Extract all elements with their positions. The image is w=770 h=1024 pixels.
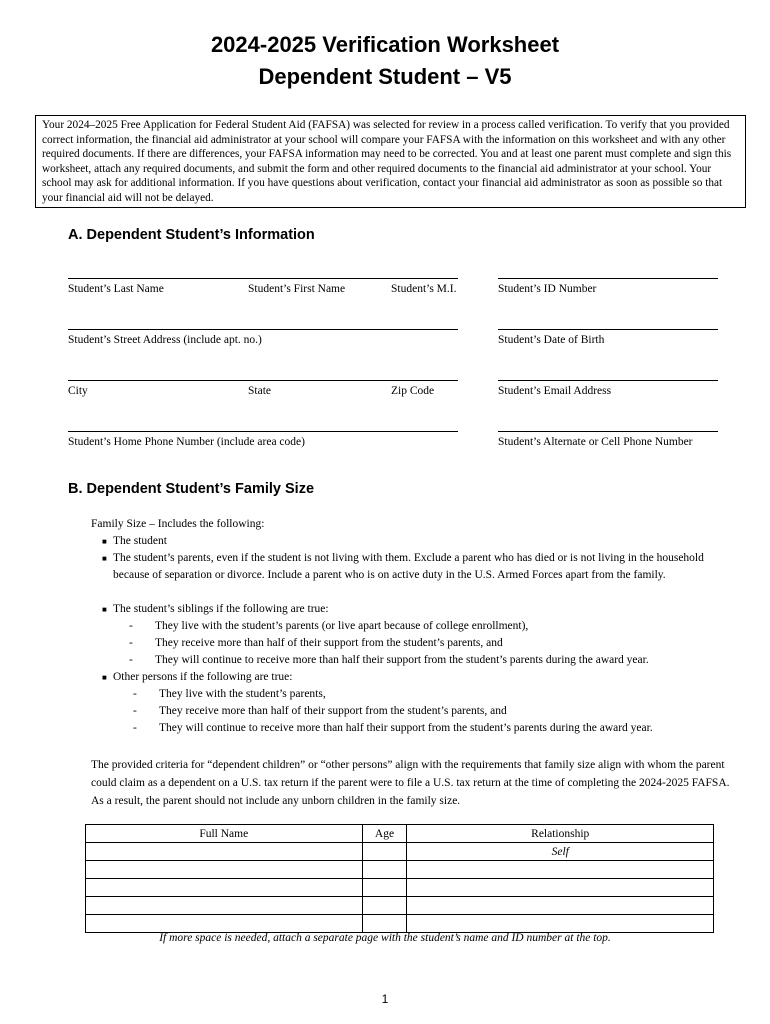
label-id-number: Student’s ID Number [498,283,597,295]
relationship-cell[interactable] [407,897,714,915]
bullet-others-text: Other persons if the following are true: [113,671,293,683]
label-mi: Student’s M.I. [391,283,457,295]
label-email: Student’s Email Address [498,385,612,397]
table-row [86,843,714,861]
section-b-heading: B. Dependent Student’s Family Size [68,481,315,497]
worksheet-title: 2024-2025 Verification Worksheet [210,32,560,57]
age-cell[interactable] [362,879,407,897]
table-row [86,897,714,915]
col-relationship-header: Relationship [407,825,714,843]
full-name-cell[interactable] [86,843,363,861]
criteria-paragraph: The provided criteria for “dependent children” or “other persons” align with the requirements that family size align with whom the parent could claim as a dependent on a U.S. tax return if the parent were to file a U.S. tax return at the time of completing the 2024-2025 FAFSA. As a result, the parent should not include any unborn children in the family size. [91,759,730,807]
full-name-cell[interactable] [86,879,363,897]
home-phone-line[interactable] [68,431,458,432]
label-first-name: Student’s First Name [248,283,346,295]
age-cell[interactable] [362,897,407,915]
sibling-condition: - They receive more than half of their support from the student’s parents, and [129,637,503,649]
bullet-marker-icon: ■ [102,673,107,682]
bullet-student [102,533,733,550]
extra-space-note: If more space is needed, attach a separate page with the student’s name and ID number at the top. [159,932,611,944]
bullet-siblings-text: The student’s siblings if the following are true: [113,603,329,615]
name-line[interactable] [68,278,458,279]
section-a-heading: A. Dependent Student’s Information [68,227,315,243]
family-members-table [85,824,714,933]
label-zip: Zip Code [391,385,435,397]
label-home-phone: Student’s Home Phone Number (include area code) [68,436,305,448]
table-header-row [86,825,714,843]
label-street: Student’s Street Address (include apt. no.) [68,334,262,346]
table-row [86,861,714,879]
date-of-birth-line[interactable] [498,329,718,330]
age-cell[interactable] [362,861,407,879]
street-address-line[interactable] [68,329,458,330]
other-condition-text: They live with the student’s parents, [159,688,326,700]
family-size-intro: Family Size – Includes the following: [91,518,265,530]
relationship-cell[interactable] [407,861,714,879]
label-city: City [68,385,88,397]
worksheet-subtitle: Dependent Student – V5 [258,64,512,89]
bullet-marker-icon: ■ [102,605,107,614]
bullet-siblings [102,601,733,618]
table-row [86,879,714,897]
sibling-condition-text: They live with the student’s parents (or live apart because of college enrollment), [155,620,529,632]
label-dob: Student’s Date of Birth [498,334,605,346]
age-cell[interactable] [362,915,407,933]
bullet-marker-icon: ■ [102,554,107,563]
sibling-condition: - They live with the student’s parents (or live apart because of college enrollment), [129,620,529,632]
bullet-student-text: The student [113,535,167,547]
other-condition: - They receive more than half of their support from the student’s parents, and [133,705,507,717]
col-age-header: Age [362,825,407,843]
other-condition-text: They will continue to receive more than half their support from the student’s parents during the award year. [159,722,653,734]
other-condition: - They will continue to receive more than half their support from the student’s parents during the award year. [133,722,653,734]
alt-phone-line[interactable] [498,431,718,432]
full-name-cell[interactable] [86,897,363,915]
id-number-line[interactable] [498,278,718,279]
email-line[interactable] [498,380,718,381]
label-state: State [248,385,271,397]
sibling-condition: - They will continue to receive more than half their support from the student’s parents during the award year. [129,654,649,666]
table-row [86,915,714,933]
bullet-parents-text: The student’s parents, even if the student is not living with them. Exclude a parent who has died or is not living in the household because of separation or divorce. Include a parent who is on active duty in the U.S. Armed Forces apart from the family. [113,552,704,581]
label-last-name: Student’s Last Name [68,283,164,295]
sibling-condition-text: They will continue to receive more than half their support from the student’s parents during the award year. [155,654,649,666]
sibling-condition-text: They receive more than half of their support from the student’s parents, and [155,637,503,649]
other-condition-text: They receive more than half of their support from the student’s parents, and [159,705,507,717]
other-condition: - They live with the student’s parents, [133,688,326,700]
bullet-marker-icon: ■ [102,537,107,546]
bullet-parents [102,550,733,584]
relationship-cell[interactable] [407,915,714,933]
col-full-name-header: Full Name [86,825,363,843]
bullet-others [102,669,733,686]
relationship-cell[interactable] [407,879,714,897]
city-state-zip-line[interactable] [68,380,458,381]
page-number: 1 [381,992,389,1006]
age-cell[interactable] [362,843,407,861]
relationship-cell: Self [407,843,714,861]
label-alt-phone: Student’s Alternate or Cell Phone Number [498,436,693,448]
full-name-cell[interactable] [86,915,363,933]
full-name-cell[interactable] [86,861,363,879]
intro-box: Your 2024–2025 Free Application for Federal Student Aid (FAFSA) was selected for review in a process called verification. To verify that you provided correct information, the financial aid administrator at your school will compare your FAFSA with the information on this worksheet and with any other required documents. If there are differences, your FAFSA information may need to be corrected. You and at least one parent must complete and sign this worksheet, attach any required documents, and submit the form and other required documents to the financial aid administrator at your school. Your school may ask for additional information. If you have questions about verification, contact your financial aid administrator as soon as possible so that your financial aid will not be delayed. [35,115,746,208]
